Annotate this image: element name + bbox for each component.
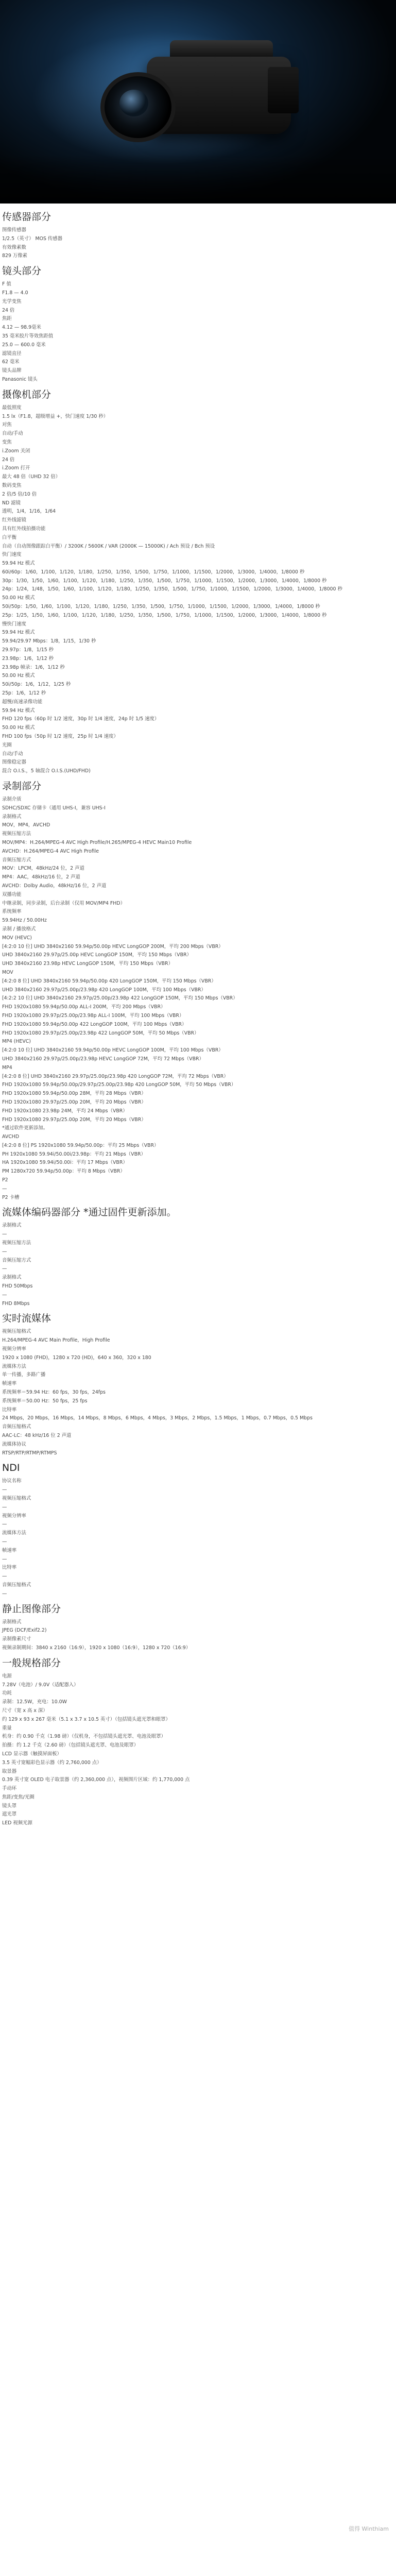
- spec-line: LCD 显示器（触摸屏面板）: [2, 1751, 62, 1757]
- spec-line: UHD 3840x2160 29.97p/25.00p HEVC LongGOP 150M，平均 150 Mbps（VBR）: [2, 952, 192, 958]
- spec-line: 光圈: [2, 742, 12, 748]
- spec-line: 光学变焦: [2, 298, 22, 304]
- spec-line: 视频压缩格式: [2, 1329, 31, 1335]
- spec-line: FHD 1920x1080 29.97p/25.00p/23.98p ALL-I 100M，平均 100 Mbps（VBR）: [2, 1012, 184, 1019]
- spec-line: —: [2, 1556, 7, 1562]
- spec-line: —: [2, 1573, 7, 1580]
- spec-line: 流媒体方法: [2, 1363, 26, 1369]
- spec-line: 50i/50p：1/6，1/12，1/25 秒: [2, 682, 71, 688]
- spec-line: FHD 50Mbps: [2, 1283, 33, 1290]
- watermark: 值得 Winthiam: [349, 2526, 389, 2532]
- spec-line: HA 1920x1080 59.94i/50.00i：平均 17 Mbps（VBR）: [2, 1160, 128, 1166]
- spec-line: UHD 3840x2160 23.98p HEVC LongGOP 150M，平均 150 Mbps（VBR）: [2, 961, 173, 967]
- spec-line: 视频分辨率: [2, 1346, 26, 1352]
- spec-line: UHD 3840x2160 29.97p/25.00p/23.98p 420 LongGOP 100M，平均 100 Mbps（VBR）: [2, 987, 206, 993]
- spec-line: AVCHD: [2, 1134, 20, 1140]
- spec-line: FHD 1920x1080 59.94p/50.00p 28M，平均 28 Mbps（VBR）: [2, 1091, 146, 1097]
- spec-line: 图像传感器: [2, 227, 26, 233]
- spec-line: 帧速率: [2, 1547, 17, 1553]
- spec-line: 手动环: [2, 1786, 17, 1792]
- spec-line: FHD 1920x1080 59.94p/50.00p/29.97p/25.00p/23.98p 420 LongGOP 50M，平均 50 Mbps（VBR）: [2, 1082, 236, 1088]
- spec-line: 25p：1/25，1/50，1/60，1/100，1/120，1/180，1/250，1/350，1/500，1/750，1/1000，1/1500，1/2000，1/3000，1/4000，1/8000 秒: [2, 612, 327, 618]
- spec-line: MP4：AAC，48kHz/16 位，2 声道: [2, 874, 80, 880]
- spec-line: FHD 1920x1080 29.97p/25.00p 20M，平均 20 Mbps（VBR）: [2, 1099, 146, 1105]
- spec-line: 35 毫米胶片等效焦距值: [2, 333, 54, 339]
- spec-line: 音频压缩方式: [2, 1257, 31, 1263]
- spec-line: i.Zoom 打开: [2, 465, 30, 471]
- spec-line: —: [2, 1590, 7, 1597]
- spec-line: 60i/60p：1/60，1/100，1/120，1/180，1/250，1/350，1/500，1/750，1/1000，1/1500，1/2000，1/3000，1/4000，1/8000 秒: [2, 569, 305, 575]
- spec-line: 重量: [2, 1725, 12, 1731]
- spec-line: 取景器: [2, 1768, 17, 1774]
- spec-line: JPEG (DCF/Exif2.2): [2, 1628, 47, 1634]
- spec-line: 视频压缩方法: [2, 1240, 31, 1246]
- spec-line: [4:2:2 10 位] UHD 3840x2160 29.97p/25.00p/23.98p 422 LongGOP 150M，平均 150 Mbps（VBR）: [2, 995, 238, 1002]
- spec-line: —: [2, 1292, 7, 1298]
- spec-line: 有效像素数: [2, 244, 26, 250]
- spec-line: 系统频率: [2, 909, 22, 915]
- spec-line: 24 倍: [2, 307, 15, 313]
- spec-line: 协议名称: [2, 1478, 22, 1484]
- spec-line: 录制：12.5W，充电：10.0W: [2, 1699, 67, 1705]
- spec-line: 最低照度: [2, 404, 22, 411]
- spec-line: *通过软件更新添加。: [2, 1125, 48, 1131]
- spec-line: 遮光罩: [2, 1811, 17, 1818]
- spec-line: 比特率: [2, 1406, 17, 1413]
- spec-line: —: [2, 1231, 7, 1238]
- spec-line: 2 倍/5 倍/10 倍: [2, 491, 37, 497]
- spec-line: 录制格式: [2, 1619, 22, 1625]
- spec-line: 录制 / 播放格式: [2, 926, 36, 932]
- spec-line: FHD 1920x1080 29.97p/25.00p/23.98p 422 LongGOP 50M，平均 50 Mbps（VBR）: [2, 1030, 199, 1036]
- spec-line: 50.00 Hz 模式: [2, 725, 35, 731]
- spec-line: 音频压缩格式: [2, 1582, 31, 1588]
- spec-line: 59.94 Hz 模式: [2, 707, 35, 714]
- spec-line: 拍摄：约 1.2 千克（2.60 磅）（包括镜头遮光罩、电池及眼罩）: [2, 1742, 139, 1749]
- spec-line: 自动/手动: [2, 751, 23, 757]
- spec-line: MP4: [2, 1064, 12, 1071]
- spec-line: —: [2, 1266, 7, 1272]
- spec-line: 50.00 Hz 模式: [2, 595, 35, 601]
- spec-line: FHD 1920x1080 59.94p/50.00p ALL-I 200M，平均 200 Mbps（VBR）: [2, 1004, 166, 1010]
- spec-line: 录制格式: [2, 1223, 22, 1229]
- spec-line: 1/2.5（英寸） MOS 传感器: [2, 235, 63, 242]
- spec-line: [4:2:0 10 位] UHD 3840x2160 59.94p/50.00p HEVC LongGOP 100M，平均 100 Mbps（VBR）: [2, 1047, 223, 1054]
- spec-line: P2: [2, 1177, 8, 1183]
- spec-line: 视频录制期间：3840 x 2160（16:9），1920 x 1080（16:9），1280 x 720（16:9）: [2, 1645, 191, 1651]
- spec-line: 慢快门速度: [2, 621, 26, 627]
- spec-line: 59.94Hz / 50.00Hz: [2, 918, 47, 924]
- spec-line: FHD 100 fps（50p 时 1/2 速度，25p 时 1/4 速度）: [2, 734, 118, 740]
- spec-line: 音频压缩格式: [2, 1424, 31, 1430]
- spec-line: 视频压缩格式: [2, 1495, 31, 1501]
- spec-line: 0.39 英寸宽 OLED 电子取景器（约 2,360,000 点），视频图片区域：约 1,770,000 点: [2, 1777, 190, 1783]
- spec-line: —: [2, 1185, 7, 1192]
- spec-line: 62 毫米: [2, 359, 20, 365]
- spec-line: 3.5 英寸宽幅彩色显示器（约 2,760,000 点）: [2, 1759, 102, 1766]
- spec-line: 尺寸（宽 x 高 x 深）: [2, 1707, 48, 1714]
- spec-line: 白平衡: [2, 534, 17, 540]
- spec-line: —: [2, 1248, 7, 1255]
- spec-line: 具有红外线拍摄功能: [2, 526, 46, 532]
- spec-line: 焦距: [2, 316, 12, 322]
- spec-line: 红外线滤镜: [2, 517, 26, 523]
- spec-line: 自动/手动: [2, 431, 23, 437]
- section-heading: 录制部分: [2, 781, 42, 792]
- spec-line: 29.97p：1/8，1/15 秒: [2, 647, 54, 653]
- spec-line: 7.28V（电池）/ 9.0V（适配器入）: [2, 1682, 79, 1688]
- spec-line: 比特率: [2, 1565, 17, 1571]
- spec-line: 透明，1/4，1/16，1/64: [2, 509, 56, 515]
- spec-line: [4:2:0 8 位] UHD 3840x2160 59.94p/50.00p 420 LongGOP 150M，平均 150 Mbps（VBR）: [2, 978, 216, 984]
- section-heading: 传感器部分: [2, 211, 51, 223]
- spec-line: 录制格式: [2, 814, 22, 820]
- spec-line: 流媒体方法: [2, 1530, 26, 1536]
- section-heading: 镜头部分: [2, 265, 42, 277]
- spec-line: MOV: [2, 969, 13, 975]
- spec-line: 镜头品牌: [2, 368, 22, 374]
- spec-line: 混合 O.I.S.，5 轴混合 O.I.S.(UHD/FHD): [2, 768, 91, 774]
- spec-line: [4:2:0 10 位] UHD 3840x2160 59.94p/50.00p HEVC LongGOP 200M，平均 200 Mbps（VBR）: [2, 943, 223, 950]
- spec-line: 30p：1/30，1/50，1/60，1/100，1/120，1/180，1/250，1/350，1/500，1/750，1/1000，1/1500，1/2000，1/3000，1/4000，1/8000 秒: [2, 578, 327, 584]
- spec-line: MP4 (HEVC): [2, 1039, 31, 1045]
- spec-line: P2 卡槽: [2, 1194, 20, 1200]
- spec-line: 自动（自动图像跟踪白平衡）/ 3200K / 5600K / VAR (2000K — 15000K) / Ach 预设 / Bch 预设: [2, 543, 215, 549]
- spec-line: —: [2, 1504, 7, 1510]
- camera-screen: [268, 67, 299, 113]
- spec-line: 对焦: [2, 422, 12, 428]
- spec-line: 录制像素尺寸: [2, 1636, 31, 1642]
- spec-line: MOV/MP4：H.264/MPEG-4 AVC High Profile/H.265/MPEG-4 HEVC Main10 Profile: [2, 840, 192, 845]
- section-heading: NDI: [2, 1462, 20, 1474]
- spec-line: 829 万像素: [2, 253, 27, 259]
- spec-line: —: [2, 1521, 7, 1528]
- spec-line: —: [2, 1538, 7, 1545]
- spec-line: 视频分辨率: [2, 1513, 26, 1519]
- spec-line: FHD 1920x1080 59.94p/50.00p 422 LongGOP 100M，平均 100 Mbps（VBR）: [2, 1021, 187, 1027]
- spec-line: F 值: [2, 281, 11, 287]
- spec-line: H.264/MPEG-4 AVC Main Profile，High Profile: [2, 1337, 110, 1344]
- spec-line: 电源: [2, 1673, 12, 1679]
- spec-line: 23.98p 帧录：1/6，1/12 秒: [2, 664, 65, 670]
- spec-line: 24p：1/24，1/48，1/50，1/60，1/100，1/120，1/180，1/250，1/350，1/500，1/750，1/1000，1/1500，1/2000，1/3000，1/4000，1/8000 秒: [2, 586, 342, 592]
- spec-line: 4.12 — 98.9毫米: [2, 325, 41, 331]
- spec-line: 录制介质: [2, 796, 22, 803]
- spec-line: 中继录制，同步录制，后台录制（仅用 MOV/MP4 FHD）: [2, 900, 125, 906]
- spec-line: PM 1280x720 59.94p/50.00p：平均 8 Mbps（VBR）: [2, 1168, 125, 1175]
- spec-line: PH 1920x1080 59.94i/50.00i/23.98p：平均 21 Mbps（VBR）: [2, 1151, 146, 1157]
- section-heading: 静止图像部分: [2, 1603, 61, 1615]
- spec-line: 超慢/高速录像功能: [2, 699, 43, 705]
- spec-line: 图像稳定器: [2, 759, 26, 766]
- spec-line: 录制格式: [2, 1275, 22, 1281]
- spec-line: UHD 3840x2160 29.97p/25.00p/23.98p HEVC LongGOP 72M，平均 72 Mbps（VBR）: [2, 1056, 204, 1062]
- spec-line: —: [2, 1487, 7, 1493]
- spec-line: AVCHD：H.264/MPEG-4 AVC High Profile: [2, 848, 99, 854]
- section-heading: 流媒体编码器部分 *通过固件更新添加。: [2, 1207, 177, 1218]
- spec-line: 帧速率: [2, 1381, 17, 1387]
- spec-line: [4:2:0 8 位] PS 1920x1080 59.94p/50.00p：平均 25 Mbps（VBR）: [2, 1142, 159, 1148]
- spec-line: 功耗: [2, 1690, 12, 1697]
- spec-line: LED 视频光源: [2, 1820, 32, 1826]
- spec-line: 50i/50p：1/50，1/60，1/100，1/120，1/180，1/250，1/350，1/500，1/750，1/1000，1/1500，1/2000，1/3000，1/4000，1/8000 秒: [2, 604, 320, 610]
- spec-line: 镜头罩: [2, 1803, 17, 1809]
- spec-line: i.Zoom 关闭: [2, 448, 30, 454]
- spec-line: FHD 120 fps（60p 时 1/2 速度，30p 时 1/4 速度，24p 时 1/5 速度）: [2, 716, 160, 722]
- spec-line: 系统频率＝50.00 Hz：50 fps，25 fps: [2, 1398, 88, 1404]
- section-heading: 摄像机部分: [2, 388, 51, 400]
- spec-line: MOV，MP4，AVCHD: [2, 822, 50, 828]
- spec-line: Panasonic 镜头: [2, 376, 38, 382]
- spec-line: 1920 x 1080 (FHD)，1280 x 720 (HD)，640 x 360，320 x 180: [2, 1354, 151, 1361]
- hero-image: [0, 0, 396, 204]
- spec-line: MOV (HEVC): [2, 935, 32, 941]
- spec-line: 59.94 Hz 模式: [2, 561, 35, 567]
- spec-line: FHD 1920x1080 23.98p 24M，平均 24 Mbps（VBR）: [2, 1108, 128, 1114]
- spec-line: ND 滤镜: [2, 500, 21, 506]
- section-heading: 一般规格部分: [2, 1657, 61, 1669]
- spec-line: SDHC/SDXC 存储卡（通用 UHS-I，兼容 UHS-I: [2, 805, 106, 811]
- spec-line: 1.5 lx（F1.8，超级增益 +，快门速度 1/30 秒）: [2, 413, 109, 419]
- spec-line: 系统频率＝59.94 Hz：60 fps，30 fps，24fps: [2, 1389, 106, 1396]
- spec-line: 滤镜直径: [2, 350, 22, 357]
- spec-line: 50.00 Hz 模式: [2, 673, 35, 679]
- spec-line: AVCHD：Dolby Audio，48kHz/16 位，2 声道: [2, 883, 107, 889]
- spec-line: 25p：1/6，1/12 秒: [2, 690, 46, 697]
- spec-line: 双播功能: [2, 891, 22, 897]
- spec-line: FHD 8Mbps: [2, 1300, 30, 1307]
- camera-lens-glass: [119, 90, 148, 116]
- spec-line: MOV：LPCM，48kHz/24 位，2 声道: [2, 866, 84, 872]
- spec-list: [0, 204, 396, 1833]
- spec-line: 单一传播，多路广播: [2, 1372, 46, 1378]
- spec-line: 快门速度: [2, 552, 22, 558]
- spec-line: RTSP/RTP/RTMP/RTMPS: [2, 1450, 57, 1456]
- spec-line: 59.94 Hz 模式: [2, 630, 35, 636]
- spec-line: 23.98p：1/6，1/12 秒: [2, 655, 54, 662]
- spec-line: 变焦: [2, 439, 12, 445]
- spec-line: FHD 1920x1080 29.97p/25.00p 20M，平均 20 Mbps（VBR）: [2, 1116, 146, 1123]
- spec-line: 焦距/变焦/光圈: [2, 1794, 35, 1800]
- spec-line: 24 倍: [2, 456, 15, 463]
- spec-line: F1.8 — 4.0: [2, 290, 28, 296]
- spec-line: 音频压缩方式: [2, 857, 31, 863]
- spec-line: 25.0 — 600.0 毫米: [2, 342, 46, 348]
- spec-line: 最大 48 倍（UHD 32 倍）: [2, 474, 61, 480]
- spec-line: 视频压缩方法: [2, 831, 31, 837]
- hero-floor-shadow: [0, 155, 396, 204]
- spec-line: 24 Mbps，20 Mbps，16 Mbps，14 Mbps，8 Mbps，6 Mbps，4 Mbps，3 Mbps，2 Mbps，1.5 Mbps，1 Mbps，0.7 Mbps，0.5 Mbps: [2, 1415, 313, 1421]
- spec-line: 数码变焦: [2, 482, 22, 488]
- spec-line: 机身：约 0.90 千克（1.98 磅）（仅机身，不包括镜头遮光罩、电池及眼罩）: [2, 1734, 166, 1740]
- spec-line: 59.94/29.97 Mbps：1/8，1/15，1/30 秒: [2, 638, 96, 645]
- section-heading: 实时流媒体: [2, 1313, 51, 1325]
- spec-line: [4:2:0 8 位] UHD 3840x2160 29.97p/25.00p/23.98p 420 LongGOP 72M，平均 72 Mbps（VBR）: [2, 1073, 229, 1079]
- spec-line: AAC-LC：48 kHz/16 位 2 声道: [2, 1433, 72, 1438]
- spec-line: 流媒体协议: [2, 1441, 26, 1447]
- spec-line: 约 129 x 93 x 267 毫米（5.1 x 3.7 x 10.5 英寸）（包括镜头遮光罩和眼罩）: [2, 1716, 170, 1722]
